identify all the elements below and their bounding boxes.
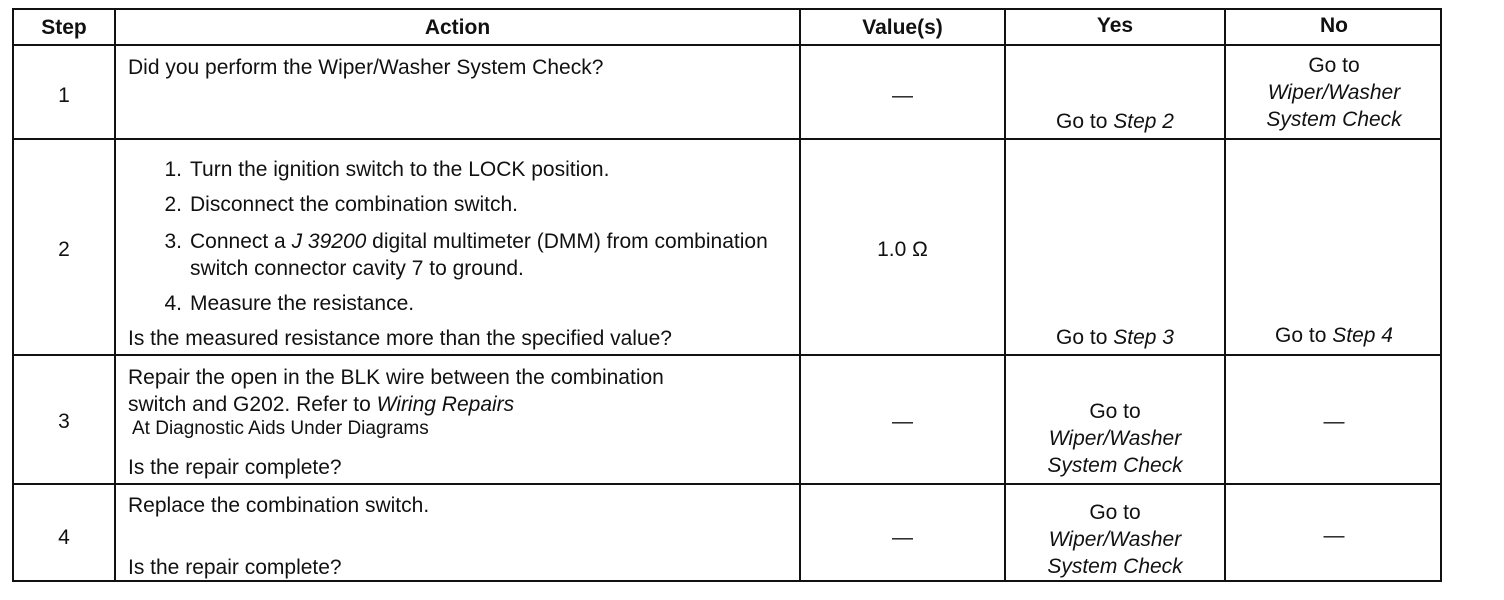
header-action: Action	[424, 16, 491, 39]
diagnostic-table	[12, 8, 1442, 582]
question-text: Is the repair complete?	[128, 556, 342, 579]
step-number: 2	[58, 238, 70, 261]
go-to-label: Go to	[1089, 501, 1141, 524]
go-to-label: Go to	[1275, 324, 1333, 347]
step-number: 1	[58, 84, 70, 107]
yes-cell	[1006, 499, 1224, 580]
procedure-link[interactable]: Wiper/Washer System Check	[1047, 427, 1183, 477]
no-cell: —	[1323, 524, 1345, 547]
column-divider	[1004, 10, 1006, 580]
row-divider	[14, 354, 1440, 356]
procedure-link[interactable]: Wiper/Washer System Check	[1047, 528, 1183, 578]
go-to-label: Go to	[1308, 54, 1360, 77]
list-item: 4. Measure the resistance.	[164, 292, 415, 315]
no-cell: —	[1323, 410, 1345, 433]
tool-reference: J 39200	[291, 230, 367, 253]
list-item: 2. Disconnect the combination switch.	[164, 193, 518, 216]
row-divider	[14, 44, 1440, 46]
header-values: Value(s)	[862, 16, 943, 39]
row-divider	[14, 138, 1440, 140]
question-text: Is the repair complete?	[128, 456, 342, 479]
step-link[interactable]: Step 4	[1332, 324, 1393, 347]
step-link[interactable]: Step 3	[1113, 326, 1174, 349]
action-text: Replace the combination switch.	[128, 494, 430, 517]
wiring-repairs-link[interactable]: Wiring Repairs	[376, 393, 515, 416]
list-item: 1. Turn the ignition switch to the LOCK position.	[164, 158, 610, 181]
header-step: Step	[41, 16, 87, 39]
yes-cell	[1006, 398, 1224, 479]
value-text: 1.0 Ω	[877, 238, 928, 261]
no-cell	[1226, 322, 1442, 349]
yes-cell	[1006, 108, 1224, 135]
go-to-label: Go to	[1056, 326, 1114, 349]
go-to-label: Go to	[1089, 400, 1141, 423]
header-no: No	[1320, 14, 1348, 37]
go-to-label: Go to	[1056, 110, 1114, 133]
no-cell	[1226, 52, 1442, 133]
step-number: 3	[58, 410, 70, 433]
step-link[interactable]: Step 2	[1113, 110, 1174, 133]
value-text: —	[892, 410, 913, 433]
action-text: Repair the open in the BLK wire between the combination switch and G202. Refer to Wiring Repairs At Diagnostic Aids Under Diagrams	[128, 366, 664, 439]
yes-cell	[1006, 324, 1224, 351]
step-number: 4	[58, 526, 70, 549]
action-text: Did you perform the Wiper/Washer System Check?	[128, 56, 604, 79]
header-yes: Yes	[1096, 14, 1134, 37]
value-text: —	[892, 526, 913, 549]
procedure-link[interactable]: Wiper/Washer System Check	[1266, 81, 1402, 131]
column-divider	[114, 10, 116, 580]
question-text: Is the measured resistance more than the specified value?	[128, 327, 672, 350]
value-text: —	[892, 84, 913, 107]
list-item: 3. Connect a J 39200 digital multimeter (DMM) from combination switch connector cavity 7 to ground.	[164, 230, 768, 280]
row-divider	[14, 483, 1440, 485]
